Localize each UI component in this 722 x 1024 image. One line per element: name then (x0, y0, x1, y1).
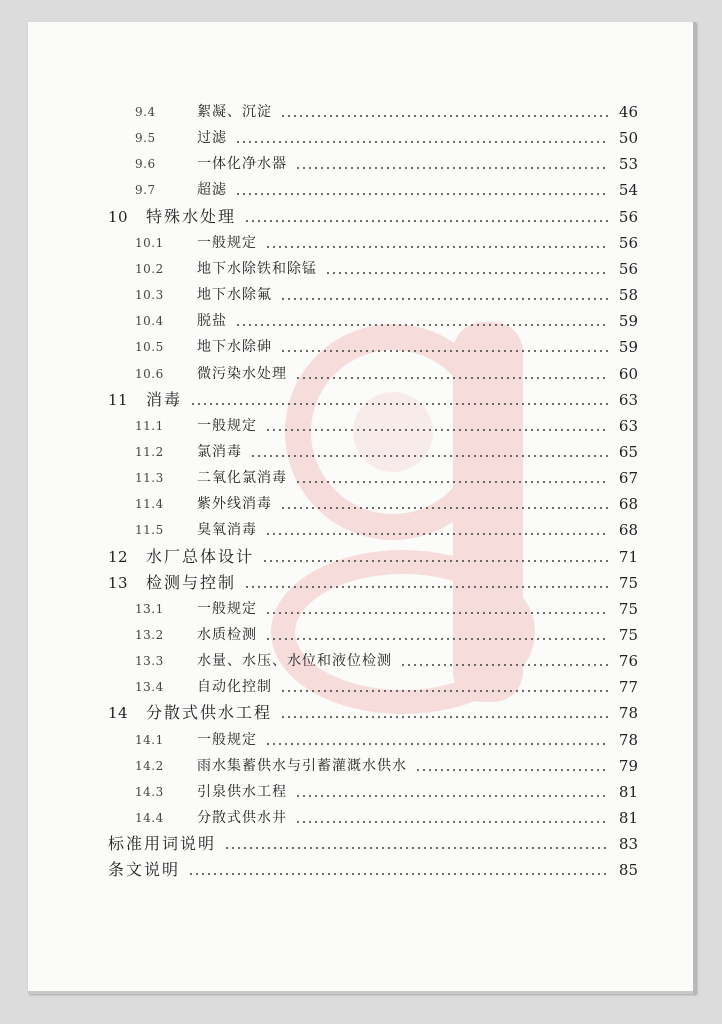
toc-entry-page: 78 (618, 704, 638, 723)
dot-leader (190, 388, 608, 412)
toc-entry (135, 257, 638, 281)
dot-leader (280, 675, 608, 699)
toc-entry-title: 一般规定 (197, 731, 257, 748)
toc-entry-page: 56 (618, 233, 638, 252)
dot-leader (415, 754, 608, 778)
dot-leader (400, 649, 608, 673)
toc-entry-title: 雨水集蓄供水与引蓄灌溉水供水 (197, 757, 407, 774)
toc-entry-number: 12 (108, 547, 129, 566)
dot-leader (265, 623, 608, 647)
toc-entry-number: 9.4 (135, 105, 156, 119)
toc-entry-title: 引泉供水工程 (197, 783, 287, 800)
toc-entry-page: 56 (618, 259, 638, 278)
toc-entry-number: 11.5 (135, 523, 164, 538)
toc-entry-number: 10.2 (135, 261, 164, 276)
dot-leader (235, 178, 608, 202)
toc-entry-title: 水质检测 (197, 627, 257, 643)
dot-leader (265, 231, 608, 255)
toc-entry (108, 205, 638, 229)
toc-entry-page: 75 (618, 626, 638, 644)
dot-leader (295, 466, 608, 490)
toc-entry (135, 414, 638, 438)
dot-leader (295, 806, 608, 830)
toc-entry (135, 178, 638, 202)
dot-leader (265, 518, 608, 542)
toc-entry-page: 71 (618, 547, 638, 566)
dot-leader (244, 205, 608, 229)
toc-entry-page: 58 (618, 286, 638, 305)
toc-entry (135, 780, 638, 804)
toc-entry (108, 545, 638, 569)
toc-entry-title: 臭氧消毒 (197, 522, 257, 539)
toc-entry-number: 14.3 (135, 784, 164, 799)
toc-entry-page: 76 (618, 652, 638, 671)
dot-leader (280, 100, 608, 124)
toc-entry (135, 152, 638, 176)
toc-entry-title: 一般规定 (197, 417, 257, 434)
dot-leader (265, 597, 608, 621)
toc-entry-number: 13.1 (135, 601, 164, 616)
toc-entry (135, 728, 638, 752)
toc-entry-page: 79 (618, 756, 638, 775)
toc-entry-number: 14.4 (135, 811, 164, 826)
toc-entry-title: 水量、水压、水位和液位检测 (197, 653, 392, 670)
toc-entry-page: 85 (618, 861, 638, 880)
toc-entry-page: 77 (618, 678, 638, 697)
toc-entry-page: 60 (618, 364, 638, 383)
toc-entry-title: 检测与控制 (146, 572, 237, 592)
toc-entry (108, 832, 638, 856)
toc-entry-page: 68 (618, 521, 638, 540)
toc-entry (135, 126, 638, 150)
dot-leader (235, 309, 608, 333)
toc-entry-number: 14 (108, 704, 129, 723)
toc-entry-page: 78 (618, 730, 638, 749)
dot-leader (244, 571, 608, 595)
toc-entry (108, 701, 638, 725)
toc-entry-number: 10.6 (135, 366, 164, 381)
toc-entry-number: 13 (108, 573, 129, 592)
dot-leader (262, 545, 608, 569)
toc-entry (135, 623, 638, 647)
toc-entry-page: 46 (618, 103, 638, 121)
toc-entry (135, 231, 638, 255)
toc-entry-title: 一体化净水器 (197, 156, 287, 173)
dot-leader (235, 126, 608, 150)
toc-entry-title: 分散式供水井 (197, 810, 287, 827)
toc-entry (135, 283, 638, 307)
toc-entry-page: 59 (618, 338, 638, 357)
toc-entry-title: 二氧化氯消毒 (197, 470, 287, 487)
toc-entry-page: 63 (618, 416, 638, 435)
toc-entry (135, 100, 638, 124)
toc-entry-page: 53 (618, 155, 638, 174)
toc-entry-title: 氯消毒 (197, 443, 242, 460)
toc-entry-number: 10.4 (135, 314, 164, 329)
dot-leader (280, 283, 608, 307)
toc-entry-page: 59 (618, 312, 638, 331)
toc-entry-number: 14.1 (135, 732, 164, 747)
toc-entry-title: 水厂总体设计 (146, 546, 255, 566)
toc-entry-number: 14.2 (135, 758, 164, 773)
toc-entry-page: 67 (618, 469, 638, 488)
toc-entry (135, 518, 638, 542)
toc-entry-number: 11.3 (135, 471, 164, 486)
toc-entry-page: 54 (618, 181, 638, 200)
toc-entry-number: 11.1 (135, 418, 164, 433)
toc-entry-title: 消毒 (146, 389, 183, 409)
dot-leader (280, 492, 608, 516)
toc-entry (108, 858, 638, 882)
toc-entry-number: 13.2 (135, 628, 164, 642)
toc-entry-number: 10.5 (135, 340, 164, 355)
dot-leader (325, 257, 608, 281)
toc-entry-number: 11 (108, 390, 129, 409)
toc-entry (135, 806, 638, 830)
table-of-contents (28, 22, 696, 994)
toc-entry-page: 50 (618, 129, 638, 148)
dot-leader (280, 701, 608, 725)
toc-entry-page: 65 (618, 442, 638, 461)
toc-entry (135, 754, 638, 778)
toc-entry-title: 絮凝、沉淀 (197, 104, 272, 120)
toc-entry (135, 466, 638, 490)
toc-entry-number: 9.6 (135, 157, 156, 172)
toc-entry-title: 地下水除砷 (197, 339, 272, 356)
dot-leader (280, 335, 608, 359)
toc-entry-title: 分散式供水工程 (146, 703, 273, 723)
toc-entry-number: 9.5 (135, 131, 156, 146)
toc-entry-number: 13.4 (135, 680, 164, 695)
dot-leader (295, 780, 608, 804)
dot-leader (224, 832, 608, 856)
toc-entry-title: 一般规定 (197, 234, 257, 251)
toc-entry-page: 68 (618, 495, 638, 514)
toc-entry-title: 条文说明 (108, 860, 181, 880)
toc-entry-page: 56 (618, 207, 638, 226)
toc-entry-title: 紫外线消毒 (197, 496, 272, 513)
toc-entry-page: 81 (618, 782, 638, 801)
toc-entry-title: 地下水除铁和除锰 (197, 260, 317, 277)
dot-leader (265, 728, 608, 752)
toc-entry-title: 脱盐 (197, 313, 227, 330)
toc-entry-page: 81 (618, 809, 638, 828)
toc-entry-page: 75 (618, 599, 638, 618)
toc-entry-title: 一般规定 (197, 600, 257, 617)
document-page (28, 22, 696, 994)
dot-leader (295, 362, 608, 386)
toc-entry-number: 11.4 (135, 497, 164, 512)
toc-entry-page: 63 (618, 390, 638, 409)
toc-entry-title: 过滤 (197, 130, 227, 147)
toc-entry-number: 10 (108, 207, 129, 226)
toc-entry (135, 440, 638, 464)
toc-entry-page: 75 (618, 573, 638, 592)
toc-entry-title: 超滤 (197, 182, 227, 199)
toc-entry (135, 335, 638, 359)
toc-entry-page: 83 (618, 835, 638, 854)
toc-entry (135, 309, 638, 333)
toc-entry-title: 自动化控制 (197, 679, 272, 696)
toc-entry (135, 362, 638, 386)
toc-entry-number: 10.3 (135, 288, 164, 303)
toc-entry-number: 10.1 (135, 235, 164, 250)
dot-leader (188, 858, 608, 882)
toc-entry-title: 标准用词说明 (108, 834, 217, 854)
toc-entry (135, 649, 638, 673)
toc-entry-title: 地下水除氟 (197, 287, 272, 304)
dot-leader (250, 440, 608, 464)
toc-entry (108, 388, 638, 412)
toc-entry (135, 675, 638, 699)
toc-entry (108, 571, 638, 595)
toc-entry-title: 特殊水处理 (146, 206, 237, 226)
dot-leader (265, 414, 608, 438)
toc-entry-number: 13.3 (135, 654, 164, 669)
toc-entry-number: 9.7 (135, 183, 156, 198)
toc-entry-number: 11.2 (135, 444, 164, 459)
toc-entry (135, 597, 638, 621)
toc-entry (135, 492, 638, 516)
dot-leader (295, 152, 608, 176)
toc-entry-title: 微污染水处理 (197, 365, 287, 382)
